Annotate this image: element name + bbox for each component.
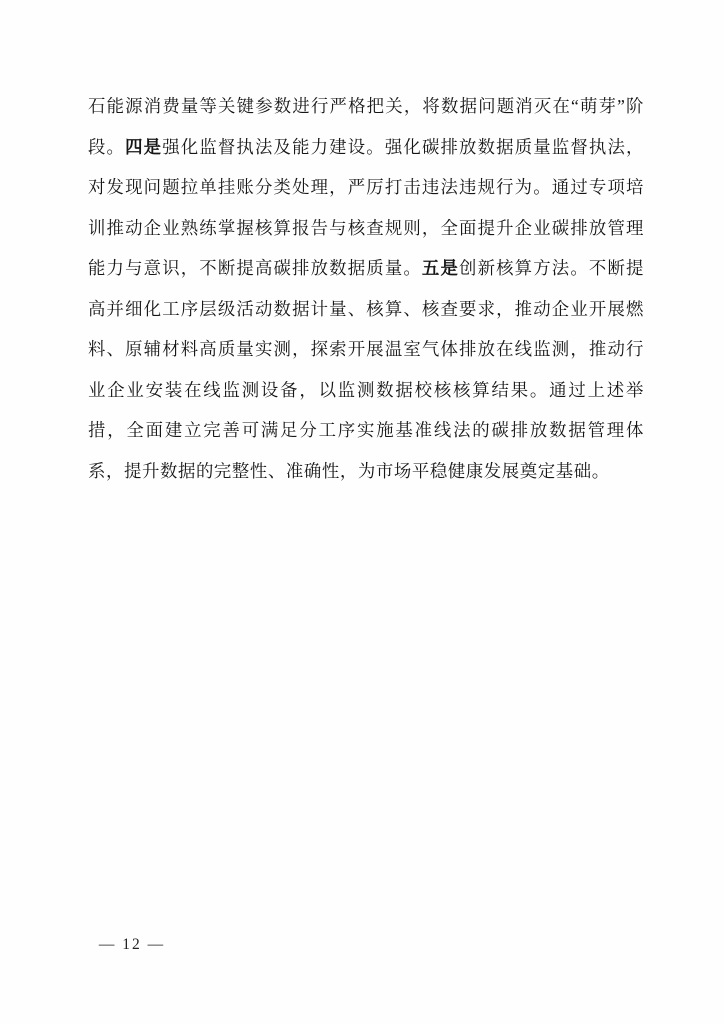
page-footer (0, 936, 724, 954)
body-paragraph: 石能源消费量等关键参数进行严格把关，将数据问题消灭在“萌芽”阶段。四是强化监督执法及能力建设。强化碳排放数据质量监督执法，对发现问题拉单挂账分类处理，严厉打击违法违规行为。通过专项培训推动企业熟练掌握核算报告与核查规则，全面提升企业碳排放管理能力与意识，不断提高碳排放数据质量。五是创新核算方法。不断提高并细化工序层级活动数据计量、核算、核查要求，推动企业开展燃料、原辅材料高质量实测，探索开展温室气体排放在线监测，推动行业企业安装在线监测设备，以监测数据校核核算结果。通过上述举措，全面建立完善可满足分工序实施基准线法的碳排放数据管理体系，提升数据的完整性、准确性，为市场平稳健康发展奠定基础。 (88, 96, 644, 481)
page-number: — 12 — (98, 936, 166, 953)
page-content (88, 86, 644, 491)
